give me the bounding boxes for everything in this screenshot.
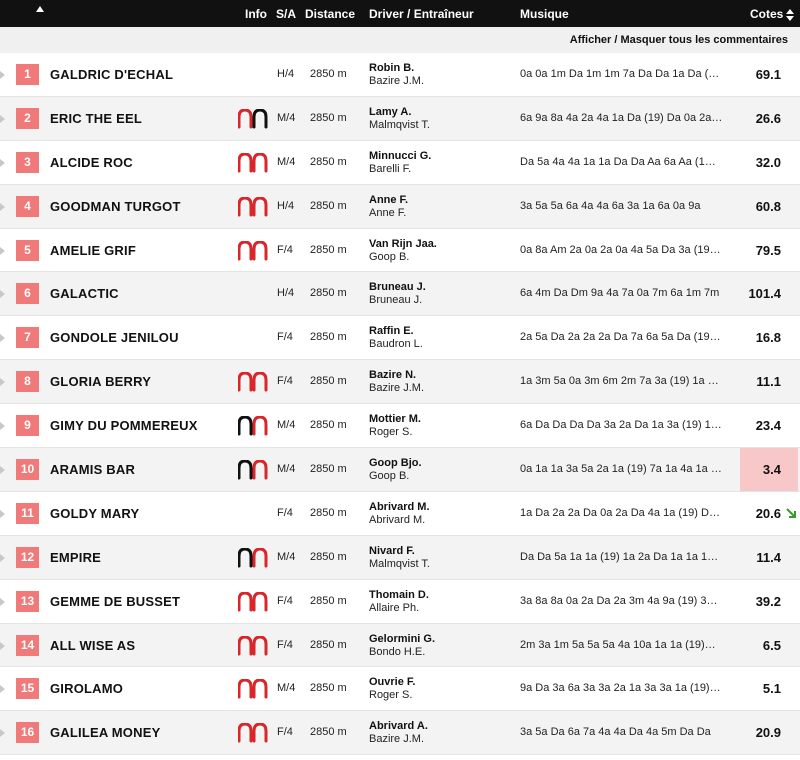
odds-cell xyxy=(740,141,798,184)
horseshoe-icon xyxy=(238,636,268,656)
odds-value: 32.0 xyxy=(755,154,781,170)
horseshoe-icon xyxy=(238,416,268,436)
expand-row-icon[interactable] xyxy=(0,598,5,606)
header-distance[interactable]: Distance xyxy=(305,7,356,21)
horse-name[interactable]: GEMME DE BUSSET xyxy=(50,593,181,609)
table-row[interactable] xyxy=(0,711,800,755)
horse-name[interactable]: ALL WISE AS xyxy=(50,637,136,653)
table-row[interactable] xyxy=(0,536,800,580)
odds-cell xyxy=(740,492,798,535)
horseshoe-icon xyxy=(238,241,268,261)
expand-row-icon[interactable] xyxy=(0,510,5,518)
table-row[interactable] xyxy=(0,492,800,536)
table-row[interactable] xyxy=(0,360,800,404)
trainer-name: Abrivard M. xyxy=(369,513,426,526)
expand-row-icon[interactable] xyxy=(0,203,5,211)
horse-name[interactable]: ERIC THE EEL xyxy=(50,110,142,126)
horseshoe-icon xyxy=(238,372,268,392)
trainer-name: Bazire J.M. xyxy=(369,75,425,87)
toggle-comments-link[interactable]: Afficher / Masquer tous les commentaires xyxy=(569,34,788,46)
driver-name: Ouvrie F. xyxy=(369,676,416,689)
distance: 2850 m xyxy=(310,638,347,651)
odds-value: 69.1 xyxy=(755,67,781,82)
sex-age: F/4 xyxy=(277,594,293,607)
sex-age: M/4 xyxy=(277,682,296,695)
horse-name[interactable]: ALCIDE ROC xyxy=(50,154,133,170)
runner-number: 15 xyxy=(16,678,39,699)
runner-number: 10 xyxy=(16,459,39,480)
distance: 2850 m xyxy=(310,331,347,344)
expand-row-icon[interactable] xyxy=(0,685,5,693)
table-row[interactable] xyxy=(0,141,800,185)
driver-name: Mottier M. xyxy=(369,413,421,426)
runner-number: 13 xyxy=(16,591,39,612)
musique-record: 0a 0a 1m Da 1m 1m 7a Da Da 1a Da (… xyxy=(520,68,720,80)
horseshoe-icon xyxy=(238,679,268,699)
odds-value: 5.1 xyxy=(762,681,781,697)
trainer-name: Baudron L. xyxy=(369,338,423,351)
odds-value: 16.8 xyxy=(755,330,781,346)
sex-age: F/4 xyxy=(277,726,293,739)
odds-value: 26.6 xyxy=(755,110,781,126)
sex-age: H/4 xyxy=(277,68,295,80)
distance: 2850 m xyxy=(310,726,347,739)
odds-cell xyxy=(740,272,798,315)
sex-age: M/4 xyxy=(277,111,296,124)
expand-row-icon[interactable] xyxy=(0,642,5,650)
distance: 2850 m xyxy=(310,506,347,519)
runners-table xyxy=(0,53,800,755)
runner-number: 8 xyxy=(16,371,39,392)
header-cotes[interactable] xyxy=(750,7,794,21)
expand-row-icon[interactable] xyxy=(0,729,5,737)
sex-age: F/4 xyxy=(277,375,293,388)
trend-down-arrow-icon xyxy=(785,507,797,519)
horse-name[interactable]: GOODMAN TURGOT xyxy=(50,198,181,214)
horseshoe-icon xyxy=(238,723,268,743)
runner-number: 11 xyxy=(16,503,39,524)
odds-cell xyxy=(740,229,798,272)
odds-cell xyxy=(740,624,798,667)
driver-name: Gelormini G. xyxy=(369,632,436,645)
odds-cell xyxy=(740,404,798,447)
sort-up-icon[interactable] xyxy=(36,6,44,12)
horse-name[interactable]: GALDRIC D'ECHAL xyxy=(50,67,174,82)
runner-number: 12 xyxy=(16,547,39,568)
odds-cell xyxy=(740,360,798,403)
header-info: Info xyxy=(245,7,267,21)
table-row[interactable] xyxy=(0,448,800,492)
table-row[interactable] xyxy=(0,404,800,448)
odds-cell xyxy=(740,53,798,96)
horse-name[interactable]: GIMY DU POMMEREUX xyxy=(50,418,198,434)
header-driver[interactable]: Driver / Entraîneur xyxy=(369,7,474,21)
distance: 2850 m xyxy=(310,419,347,432)
distance: 2850 m xyxy=(310,68,347,80)
odds-value: 39.2 xyxy=(755,593,781,609)
table-header xyxy=(0,0,800,27)
odds-value: 6.5 xyxy=(762,637,781,653)
musique-record: 0a 1a 1a 3a 5a 2a 1a (19) 7a 1a 4a 1a … xyxy=(520,463,722,476)
distance: 2850 m xyxy=(310,463,347,476)
driver-name: Bazire N. xyxy=(369,369,417,382)
distance: 2850 m xyxy=(310,287,347,300)
odds-value: 20.6 xyxy=(755,505,781,521)
sort-icon[interactable] xyxy=(786,9,794,21)
table-row[interactable] xyxy=(0,53,800,97)
header-cotes-label: Cotes xyxy=(750,7,784,21)
horseshoe-icon xyxy=(238,109,268,129)
trainer-name: Roger S. xyxy=(369,426,413,439)
runner-number: 4 xyxy=(16,196,39,217)
trainer-name: Allaire Ph. xyxy=(369,601,420,614)
odds-cell xyxy=(740,185,798,228)
header-sa[interactable]: S/A xyxy=(276,7,297,21)
distance: 2850 m xyxy=(310,155,347,168)
expand-row-icon[interactable] xyxy=(0,466,5,474)
odds-cell xyxy=(740,667,798,710)
horseshoe-icon xyxy=(238,548,268,568)
expand-row-icon[interactable] xyxy=(0,115,5,123)
odds-cell xyxy=(740,316,798,359)
odds-value: 101.4 xyxy=(748,286,781,302)
driver-name: Lamy A. xyxy=(369,105,412,118)
distance: 2850 m xyxy=(310,682,347,695)
horse-name[interactable]: AMELIE GRIF xyxy=(50,242,136,258)
distance: 2850 m xyxy=(310,375,347,388)
horse-name[interactable]: GALACTIC xyxy=(50,286,119,302)
expand-row-icon[interactable] xyxy=(0,378,5,386)
odds-cell xyxy=(740,97,798,140)
sex-age: M/4 xyxy=(277,550,296,563)
horse-name[interactable]: EMPIRE xyxy=(50,549,102,565)
musique-record: 3a 8a 8a 0a 2a Da 2a 3m 4a 9a (19) 3… xyxy=(520,594,718,607)
musique-record: 1a 3m 5a 0a 3m 6m 2m 7a 3a (19) 1a … xyxy=(520,375,719,388)
table-row[interactable] xyxy=(0,580,800,624)
sex-age: F/4 xyxy=(277,638,293,651)
sex-age: F/4 xyxy=(277,506,293,519)
sex-age: F/4 xyxy=(277,331,293,344)
distance: 2850 m xyxy=(310,111,347,124)
trainer-name: Goop B. xyxy=(369,250,410,263)
driver-name: Abrivard A. xyxy=(369,720,428,733)
odds-value: 20.9 xyxy=(755,725,781,741)
table-row[interactable] xyxy=(0,97,800,141)
musique-record: 0a 8a Am 2a 0a 2a 0a 4a 5a Da 3a (19… xyxy=(520,243,721,256)
runner-number: 3 xyxy=(16,152,39,173)
runner-number: 7 xyxy=(16,327,39,348)
musique-record: 3a 5a 5a 6a 4a 4a 6a 3a 1a 6a 0a 9a xyxy=(520,199,701,212)
comments-toggle-bar xyxy=(0,27,800,53)
driver-name: Thomain D. xyxy=(369,588,429,601)
trainer-name: Bondo H.E. xyxy=(369,645,426,658)
odds-cell xyxy=(740,711,798,754)
distance: 2850 m xyxy=(310,243,347,256)
driver-name: Robin B. xyxy=(369,62,415,74)
runner-number: 14 xyxy=(16,635,39,656)
sex-age: F/4 xyxy=(277,243,293,256)
sex-age: M/4 xyxy=(277,419,296,432)
odds-cell xyxy=(740,448,798,491)
odds-value: 60.8 xyxy=(755,198,781,214)
driver-name: Van Rijn Jaa. xyxy=(369,237,437,250)
horse-name[interactable]: GONDOLE JENILOU xyxy=(50,330,179,346)
table-row[interactable] xyxy=(0,667,800,711)
trainer-name: Anne F. xyxy=(369,206,407,219)
musique-record: 3a 5a Da 6a 7a 4a 4a Da 4a 5m Da Da xyxy=(520,726,711,739)
runner-number: 6 xyxy=(16,283,39,304)
odds-value: 11.1 xyxy=(756,374,781,390)
sex-age: M/4 xyxy=(277,463,296,476)
odds-cell xyxy=(740,580,798,623)
sex-age: H/4 xyxy=(277,287,295,300)
trainer-name: Roger S. xyxy=(369,689,413,702)
trainer-name: Bruneau J. xyxy=(369,294,423,307)
table-row[interactable] xyxy=(0,185,800,229)
musique-record: 9a Da 3a 6a 3a 3a 2a 1a 3a 3a 1a (19)… xyxy=(520,682,721,695)
odds-value: 11.4 xyxy=(756,549,781,565)
driver-name: Nivard F. xyxy=(369,544,415,557)
runner-number: 5 xyxy=(16,240,39,261)
horse-name[interactable]: ARAMIS BAR xyxy=(50,462,136,478)
horse-name[interactable]: GLORIA BERRY xyxy=(50,374,152,390)
table-row[interactable] xyxy=(0,316,800,360)
odds-cell xyxy=(740,536,798,579)
horse-name[interactable]: GALILEA MONEY xyxy=(50,725,161,741)
musique-record: 1a Da 2a 2a Da 0a 2a Da 4a 1a (19) D… xyxy=(520,506,720,519)
musique-record: Da Da 5a 1a 1a (19) 1a 2a Da 1a 1a 1… xyxy=(520,550,719,563)
sex-age: H/4 xyxy=(277,199,295,212)
musique-record: 6a 9a 8a 4a 2a 4a 1a Da (19) Da 0a 2a… xyxy=(520,111,723,124)
expand-row-icon[interactable] xyxy=(0,290,5,298)
expand-row-icon[interactable] xyxy=(0,422,5,430)
runner-number: 9 xyxy=(16,415,39,436)
trainer-name: Goop B. xyxy=(369,470,410,483)
expand-row-icon[interactable] xyxy=(0,71,5,79)
horse-name[interactable]: GOLDY MARY xyxy=(50,505,140,521)
runner-number: 16 xyxy=(16,722,39,743)
table-row[interactable] xyxy=(0,272,800,316)
musique-record: 2a 5a Da 2a 2a 2a Da 7a 6a 5a Da (19… xyxy=(520,331,721,344)
horseshoe-icon xyxy=(238,460,268,480)
driver-name: Raffin E. xyxy=(369,325,414,338)
horseshoe-icon xyxy=(238,197,268,217)
trainer-name: Bazire J.M. xyxy=(369,382,425,395)
odds-value: 23.4 xyxy=(755,418,781,434)
table-row[interactable] xyxy=(0,624,800,668)
runner-number: 1 xyxy=(16,64,39,85)
sex-age: M/4 xyxy=(277,155,296,168)
musique-record: 6a 4m Da Dm 9a 4a 7a 0a 7m 6a 1m 7m xyxy=(520,287,720,300)
expand-row-icon[interactable] xyxy=(0,159,5,167)
driver-name: Anne F. xyxy=(369,193,409,206)
odds-value: 79.5 xyxy=(755,242,781,258)
trainer-name: Barelli F. xyxy=(369,162,412,175)
expand-row-icon[interactable] xyxy=(0,334,5,342)
driver-name: Minnucci G. xyxy=(369,149,432,162)
expand-row-icon[interactable] xyxy=(0,247,5,255)
horse-name[interactable]: GIROLAMO xyxy=(50,681,124,697)
distance: 2850 m xyxy=(310,594,347,607)
horseshoe-icon xyxy=(238,153,268,173)
runner-number: 2 xyxy=(16,108,39,129)
odds-value: 3.4 xyxy=(762,462,781,478)
musique-record: 2m 3a 1m 5a 5a 5a 4a 10a 1a 1a (19)… xyxy=(520,638,716,651)
horseshoe-icon xyxy=(238,592,268,612)
trainer-name: Malmqvist T. xyxy=(369,557,430,570)
trainer-name: Malmqvist T. xyxy=(369,118,430,131)
musique-record: 6a Da Da Da Da 3a 2a Da 1a 3a (19) 1… xyxy=(520,419,722,432)
distance: 2850 m xyxy=(310,550,347,563)
driver-name: Abrivard M. xyxy=(369,500,430,513)
driver-name: Bruneau J. xyxy=(369,281,426,294)
header-musique: Musique xyxy=(520,7,569,21)
table-row[interactable] xyxy=(0,229,800,273)
musique-record: Da 5a 4a 4a 1a 1a Da Da Aa 6a Aa (1… xyxy=(520,155,716,168)
driver-name: Goop Bjo. xyxy=(369,457,422,470)
distance: 2850 m xyxy=(310,199,347,212)
trainer-name: Bazire J.M. xyxy=(369,733,425,746)
expand-row-icon[interactable] xyxy=(0,554,5,562)
